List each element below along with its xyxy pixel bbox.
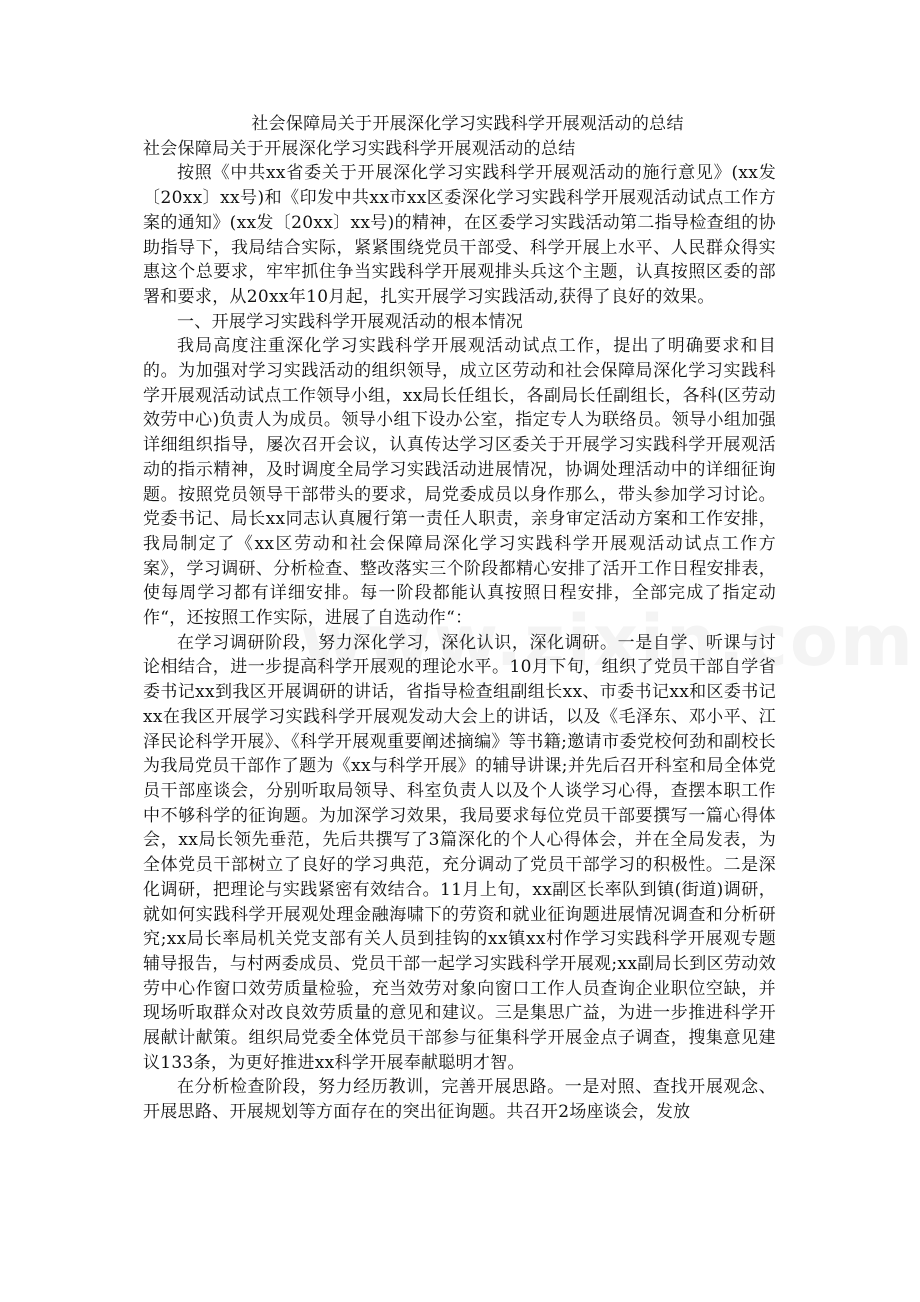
section-heading-1: 一、开展学习实践科学开展观活动的根本情况: [177, 311, 523, 332]
paragraph-intro: 按照《中共xx省委关于开展深化学习实践科学开展观活动的施行意见》(xx发〔20xx〕xx号)和《印发中共xx市xx区委深化学习实践科学开展观活动试点工作方案的通知》(xx发〔20xx〕xx号)的精神，在区委学习实践活动第二指导检查组的协助指导下，我局结合实际，紧紧围绕党员干部受、科学开展上水平、人民群众得实惠这个总要求，牢牢抓住争当实践科学开展观排头兵这个主题，认真按照区委的部署和要求，从20xx年10月起，扎实开展学习实践活动,获得了良好的效果。: [143, 163, 776, 307]
paragraph-study-stage: 在学习调研阶段，努力深化学习，深化认识，深化调研。一是自学、听课与讨论相结合，进一步提高科学开展观的理论水平。10月下旬，组织了党员干部自学省委书记xx到我区开展调研的讲话，省指导检查组副组长xx、市委书记xx和区委书记xx在我区开展学习实践科学开展观发动大会上的讲话，以及《毛泽东、邓小平、江泽民论科学开展》、《科学开展观重要阐述摘编》等书籍;邀请市委党校何劲和副校长为我局党员干部作了题为《xx与科学开展》的辅导讲课;并先后召开科室和局全体党员干部座谈会，分别听取局领导、科室负责人以及个人谈学习心得，查摆本职工作中不够科学的征询题。为加深学习效果，我局要求每位党员干部要撰写一篇心得体会，xx局长领先垂范，先后共撰写了3篇深化的个人心得体会，并在全局发表，为全体党员干部树立了良好的学习典范，充分调动了党员干部学习的积极性。二是深化调研，把理论与实践紧密有效结合。11月上旬，xx副区长率队到镇(街道)调研，就如何实践科学开展观处理金融海啸下的劳资和就业征询题进展情况调查和分析研究;xx局长率局机关党支部有关人员到挂钩的xx镇xx村作学习实践科学开展观专题辅导报告，与村两委成员、党员干部一起学习实践科学开展观;xx副局长到区劳动效劳中心作窗口效劳质量检验，充当效劳对象向窗口工作人员查询企业职位空缺，并现场听取群众对改良效劳质量的意见和建议。三是集思广益，为进一步推进科学开展献计献策。组织局党委全体党员干部参与征集科学开展金点子调查，搜集意见建议133条，为更好推进xx科学开展奉献聪明才智。: [143, 632, 776, 1073]
document-title-left: 社会保障局关于开展深化学习实践科学开展观活动的总结: [143, 138, 576, 159]
paragraph-analysis-stage: 在分析检查阶段，努力经历教训，完善开展思路。一是对照、查找开展观念、开展思路、开展规划等方面存在的突出征询题。共召开2场座谈会，发放: [143, 1077, 776, 1123]
paragraph-section-1: 我局高度注重深化学习实践科学开展观活动试点工作，提出了明确要求和目的。为加强对学习实践活动的组织领导，成立区劳动和社会保障局深化学习实践科学开展观活动试点工作领导小组，xx局长任组长，各副局长任副组长，各科(区劳动效劳中心)负责人为成员。领导小组下设办公室，指定专人为联络员。领导小组加强详细组织指导，屡次召开会议，认真传达学习区委关于开展学习实践科学开展观活动的指示精神，及时调度全局学习实践活动进展情况，协调处理活动中的详细征询题。按照党员领导干部带头的要求，局党委成员以身作那么，带头参加学习讨论。党委书记、局长xx同志认真履行第一责任人职责，亲身审定活动方案和工作安排，我局制定了《xx区劳动和社会保障局深化学习实践科学开展观活动试点工作方案》，学习调研、分析检查、整改落实三个阶段都精心安排了活开工作日程安排表，使每周学习都有详细安排。每一阶段都能认真按照日程安排，全部完成了指定动作“，还按照工作实际，进展了自选动作“：: [143, 336, 776, 629]
document-body: [143, 112, 776, 1125]
document-title-centered: 社会保障局关于开展深化学习实践科学开展观活动的总结: [251, 114, 684, 134]
